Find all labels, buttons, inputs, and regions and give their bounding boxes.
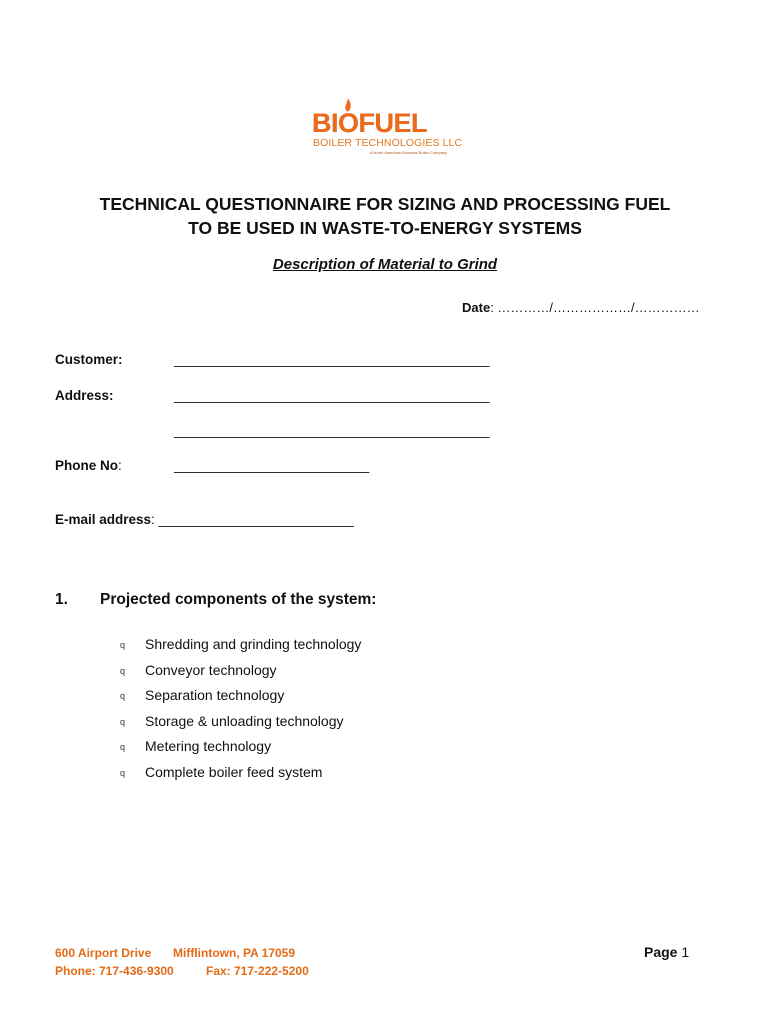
document-title	[0, 192, 770, 240]
date-field[interactable]	[462, 300, 700, 315]
address-blank-2[interactable]: __________________________________________	[174, 423, 490, 438]
list-item-label: Complete boiler feed system	[145, 763, 323, 780]
checkbox-icon[interactable]: q	[120, 716, 126, 727]
document-subtitle: Description of Material to Grind	[272, 256, 498, 273]
list-item-label: Shredding and grinding technology	[145, 636, 362, 652]
footer-phone: Phone: 717-436-9300	[55, 964, 174, 978]
email-row	[55, 512, 354, 527]
phone-separator: :	[118, 458, 122, 473]
address-label-row	[55, 388, 114, 403]
footer-city: Mifflintown, PA 17059	[173, 946, 296, 960]
list-item-label: Metering technology	[145, 738, 272, 755]
checkbox-icon[interactable]: q	[120, 665, 126, 676]
logo-subline: BOILER TECHNOLOGIES LLC	[313, 137, 463, 149]
footer-address: 600 Airport Drive	[55, 946, 152, 960]
checkbox-icon[interactable]: q	[120, 742, 126, 753]
page-label: Page	[644, 944, 678, 960]
checkbox-icon[interactable]: q	[120, 767, 126, 778]
biofuel-logo	[312, 98, 462, 160]
phone-blank[interactable]: __________________________	[174, 458, 370, 473]
section-number: 1.	[55, 591, 68, 608]
title-line-2: TO BE USED IN WASTE-TO-ENERGY SYSTEMS	[188, 218, 582, 238]
list-item-label: Separation technology	[145, 687, 285, 704]
logo-wordmark: BIOFUEL	[312, 108, 427, 138]
email-blank[interactable]: __________________________	[158, 512, 354, 527]
date-separator: :	[490, 300, 494, 315]
logo-tagline: A North American Biomass Boiler Company	[370, 150, 448, 155]
section-title: Projected components of the system:	[100, 591, 377, 608]
checkbox-icon[interactable]: q	[120, 640, 126, 650]
list-item-label: Conveyor technology	[145, 661, 277, 678]
phone-label: Phone No	[55, 458, 118, 473]
list-item-label: Storage & unloading technology	[145, 712, 344, 729]
date-label: Date	[462, 300, 491, 315]
footer-contact	[55, 944, 309, 980]
email-separator: :	[151, 512, 159, 527]
customer-label: Customer:	[55, 352, 123, 367]
customer-label-row	[55, 352, 123, 367]
footer-fax: Fax: 717-222-5200	[206, 964, 309, 978]
page-number-value: 1	[681, 944, 690, 960]
title-line-1: TECHNICAL QUESTIONNAIRE FOR SIZING AND PROCESSING FUEL	[99, 194, 671, 214]
page-number	[644, 944, 689, 960]
date-blank[interactable]: …………/………………/……………	[493, 300, 700, 315]
email-label: E-mail address	[55, 512, 152, 527]
checkbox-icon[interactable]: q	[120, 691, 126, 702]
customer-blank[interactable]: __________________________________________	[174, 352, 490, 367]
phone-label-row	[55, 458, 122, 473]
address-blank-1[interactable]: __________________________________________	[174, 388, 490, 403]
address-label: Address:	[55, 388, 114, 403]
